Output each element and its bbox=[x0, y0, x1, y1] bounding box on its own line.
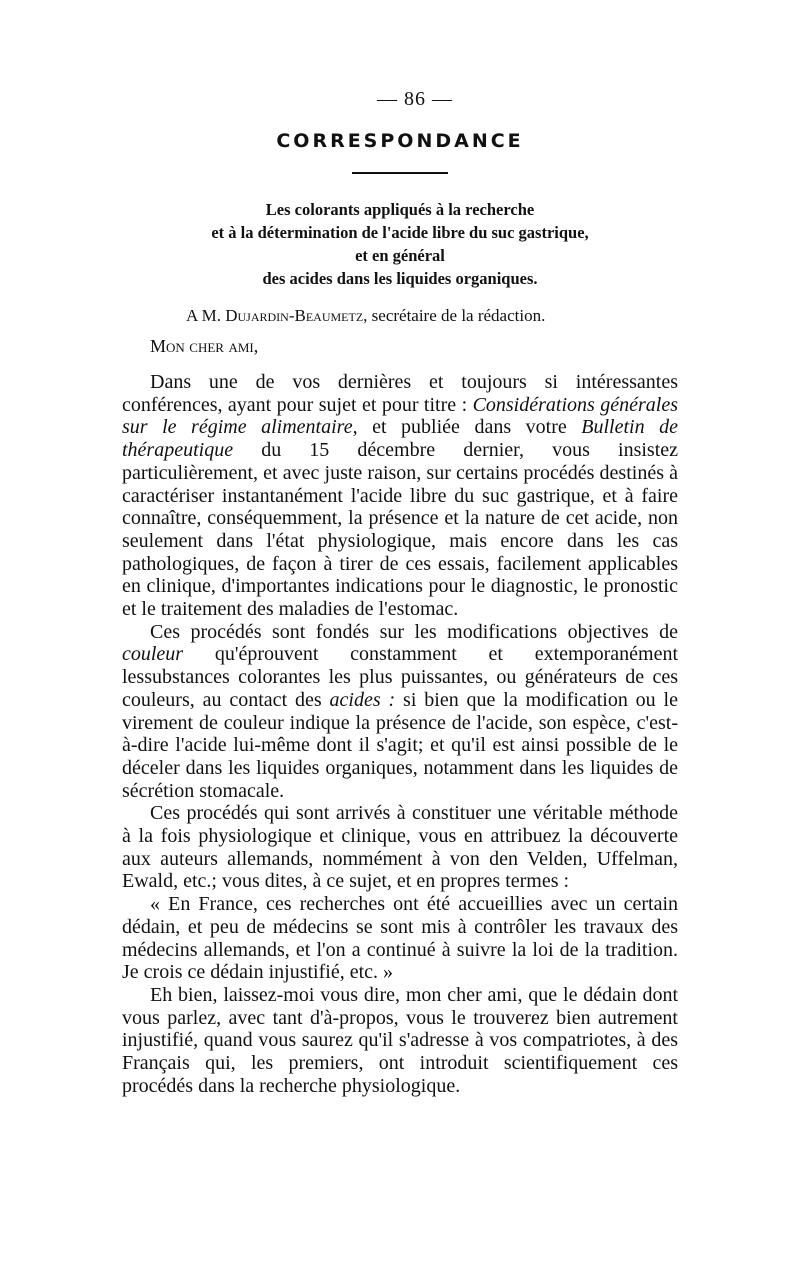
paragraph-text: Ces procédés sont fondés sur les modifications objectives de bbox=[150, 620, 678, 643]
article-title bbox=[122, 198, 678, 290]
paragraph-text: si bien que la modification ou le virement de couleur indique la présence de l'acide, son espèce, c'est-à-dire l'acide lui-même dont il s'agit; et qu'il est ainsi possible de le déceler dans les liquides organiques, notamment dans les liquides de sécrétion stomacale. bbox=[122, 688, 678, 802]
paragraph-text: Eh bien, laissez-moi vous dire, mon cher ami, que le dédain dont vous parlez, avec tant d'à-propos, vous le trouverez bien autrement injustifié, quand vous saurez qu'il s'adresse à vos compatriotes, à des Français qui, les premiers, ont introduit scientifiquement ces procédés dans la recherche physiologique. bbox=[122, 983, 678, 1097]
paragraph-text: Dans une de vos dernières et toujours si intéressantes conférences, ayant pour sujet et pour titre : bbox=[122, 371, 678, 416]
paragraph bbox=[122, 621, 678, 803]
italic-text: Considérations générales sur le régime alimentaire bbox=[122, 393, 678, 439]
paragraph-text: , et publiée dans votre bbox=[352, 416, 582, 439]
addressee-name: Dujardin-Beaumetz, bbox=[225, 306, 368, 325]
article-title-line: et à la détermination de l'acide libre du suc gastrique, bbox=[211, 223, 589, 242]
paragraph bbox=[122, 984, 678, 1098]
article-title-line: Les colorants appliqués à la recherche bbox=[265, 200, 535, 219]
italic-text: Bulletin de thérapeutique bbox=[122, 416, 678, 462]
page-number: — 86 — bbox=[377, 88, 453, 110]
paragraph-text: « En France, ces recherches ont été accueillies avec un certain dédain, et peu de médecins se sont mis à contrôler les travaux des médecins allemands, et l'on a continué à suivre la loi de la tradition. Je crois ce dédain injustifié, etc. » bbox=[122, 893, 678, 984]
addressee-role: secrétaire de la rédaction. bbox=[371, 306, 546, 325]
italic-text: acides : bbox=[329, 688, 396, 711]
paragraph bbox=[122, 893, 678, 984]
document-page bbox=[122, 88, 678, 1098]
paragraph-text: du 15 décembre dernier, vous insistez particulièrement, et avec juste raison, sur certains procédés destinés à caractériser instantanément l'acide libre du suc gastrique, et à faire connaître, conséquemment, la présence et la nature de cet acide, non seulement dans l'état physiologique, mais encore dans les cas pathologiques, de façon à tirer de ces essais, facilement applicables en clinique, d'importantes indications pour le diagnostic, le pronostic et le traitement des maladies de l'estomac. bbox=[122, 439, 678, 621]
article-title-line: des acides dans les liquides organiques. bbox=[262, 269, 538, 288]
paragraph bbox=[122, 371, 678, 621]
salutation: Mon cher ami, bbox=[150, 336, 259, 356]
paragraph-text: Ces procédés qui sont arrivés à constituer une véritable méthode à la fois physiologique et clinique, vous en attribuez la découverte aux auteurs allemands, nommément à von den Velden, Uffelman, Ewald, etc.; vous dites, à ce sujet, et en propres termes : bbox=[122, 802, 678, 893]
article-title-line: et en général bbox=[355, 246, 445, 265]
paragraph-text: qu'éprouvent constamment et extemporanément lessubstances colorantes les plus puissantes, ou générateurs de ces couleurs, au contact des bbox=[122, 643, 678, 711]
title-rule bbox=[352, 172, 448, 174]
section-title: CORRESPONDANCE bbox=[276, 130, 524, 152]
address-prefix: A M. bbox=[186, 306, 221, 325]
letter-body bbox=[122, 371, 678, 1098]
paragraph bbox=[122, 802, 678, 893]
addressee-line bbox=[122, 306, 678, 326]
italic-text: couleur bbox=[122, 643, 184, 666]
